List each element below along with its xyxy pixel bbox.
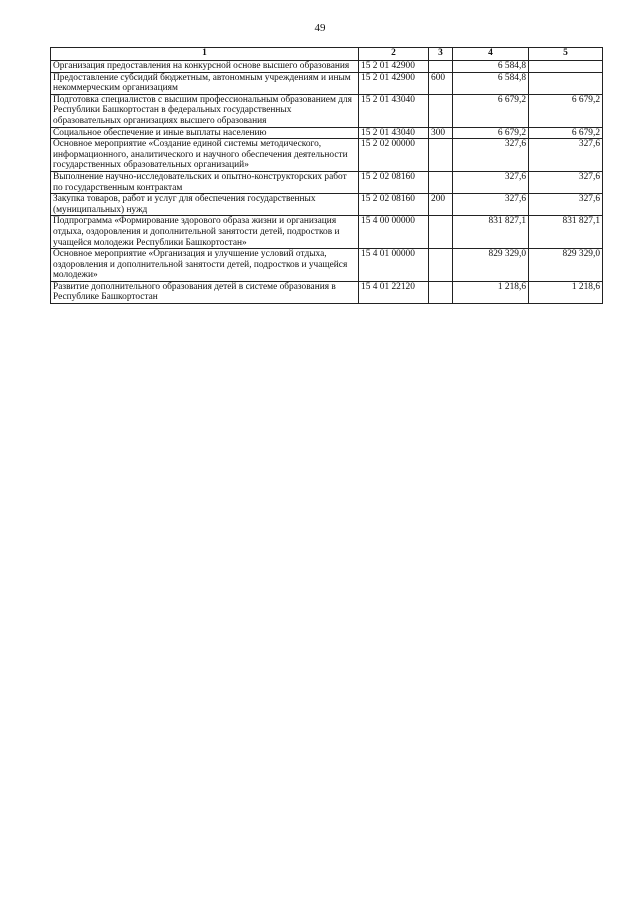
row-value-4: 831 827,1 <box>453 216 529 249</box>
row-value-4: 1 218,6 <box>453 281 529 303</box>
table-row <box>51 72 603 94</box>
header-col-4: 4 <box>453 48 529 61</box>
row-type: 200 <box>429 194 453 216</box>
row-name: Основное мероприятие «Организация и улучшение условий отдыха, оздоровления и дополнительной занятости детей, подростков и учащейся молодежи» <box>51 249 359 282</box>
row-type <box>429 94 453 127</box>
header-col-1: 1 <box>51 48 359 61</box>
row-value-4: 327,6 <box>453 194 529 216</box>
table-row <box>51 94 603 127</box>
table-row <box>51 171 603 193</box>
row-name: Выполнение научно-исследовательских и опытно-конструкторских работ по государственным контрактам <box>51 171 359 193</box>
table-row <box>51 281 603 303</box>
row-name: Подготовка специалистов с высшим профессиональным образованием для Республики Башкортостан в федеральных государственных образовательных организациях высшего образования <box>51 94 359 127</box>
row-value-5: 327,6 <box>529 171 603 193</box>
row-code: 15 2 02 08160 <box>359 194 429 216</box>
row-value-5: 6 679,2 <box>529 94 603 127</box>
row-value-4: 829 329,0 <box>453 249 529 282</box>
row-type <box>429 61 453 73</box>
row-value-4: 327,6 <box>453 171 529 193</box>
header-row <box>51 48 603 61</box>
row-type <box>429 216 453 249</box>
table-row <box>51 139 603 172</box>
row-value-4: 6 584,8 <box>453 72 529 94</box>
row-value-5: 829 329,0 <box>529 249 603 282</box>
row-code: 15 2 02 00000 <box>359 139 429 172</box>
row-value-5: 1 218,6 <box>529 281 603 303</box>
header-col-5: 5 <box>529 48 603 61</box>
row-value-5: 6 679,2 <box>529 127 603 139</box>
row-name: Подпрограмма «Формирование здорового образа жизни и организация отдыха, оздоровления и дополнительной занятости детей, подростков и учащейся молодежи Республики Башкортостан» <box>51 216 359 249</box>
row-code: 15 2 01 43040 <box>359 94 429 127</box>
row-name: Основное мероприятие «Создание единой системы методического, информационного, аналитического и научного обеспечения деятельности государственных образовательных организаций» <box>51 139 359 172</box>
row-name: Закупка товаров, работ и услуг для обеспечения государственных (муниципальных) нужд <box>51 194 359 216</box>
row-code: 15 4 00 00000 <box>359 216 429 249</box>
row-value-5: 327,6 <box>529 194 603 216</box>
row-type <box>429 171 453 193</box>
row-type <box>429 249 453 282</box>
row-type: 600 <box>429 72 453 94</box>
row-value-4: 6 679,2 <box>453 127 529 139</box>
row-value-5 <box>529 72 603 94</box>
row-name: Организация предоставления на конкурсной основе высшего образования <box>51 61 359 73</box>
row-value-5 <box>529 61 603 73</box>
row-type <box>429 139 453 172</box>
row-code: 15 2 02 08160 <box>359 171 429 193</box>
table-row <box>51 216 603 249</box>
row-value-4: 327,6 <box>453 139 529 172</box>
header-col-2: 2 <box>359 48 429 61</box>
row-type <box>429 281 453 303</box>
row-name: Развитие дополнительного образования детей в системе образования в Республике Башкортостан <box>51 281 359 303</box>
row-name: Предоставление субсидий бюджетным, автономным учреждениям и иным некоммерческим организациям <box>51 72 359 94</box>
row-type: 300 <box>429 127 453 139</box>
table-row <box>51 61 603 73</box>
row-value-5: 831 827,1 <box>529 216 603 249</box>
row-value-4: 6 584,8 <box>453 61 529 73</box>
page-number: 49 <box>314 22 326 34</box>
row-name: Социальное обеспечение и иные выплаты населению <box>51 127 359 139</box>
row-value-4: 6 679,2 <box>453 94 529 127</box>
table-row <box>51 194 603 216</box>
budget-table <box>50 47 603 304</box>
row-code: 15 2 01 42900 <box>359 61 429 73</box>
row-code: 15 4 01 00000 <box>359 249 429 282</box>
table-row <box>51 127 603 139</box>
row-value-5: 327,6 <box>529 139 603 172</box>
header-col-3: 3 <box>429 48 453 61</box>
row-code: 15 4 01 22120 <box>359 281 429 303</box>
row-code: 15 2 01 42900 <box>359 72 429 94</box>
table-row <box>51 249 603 282</box>
row-code: 15 2 01 43040 <box>359 127 429 139</box>
